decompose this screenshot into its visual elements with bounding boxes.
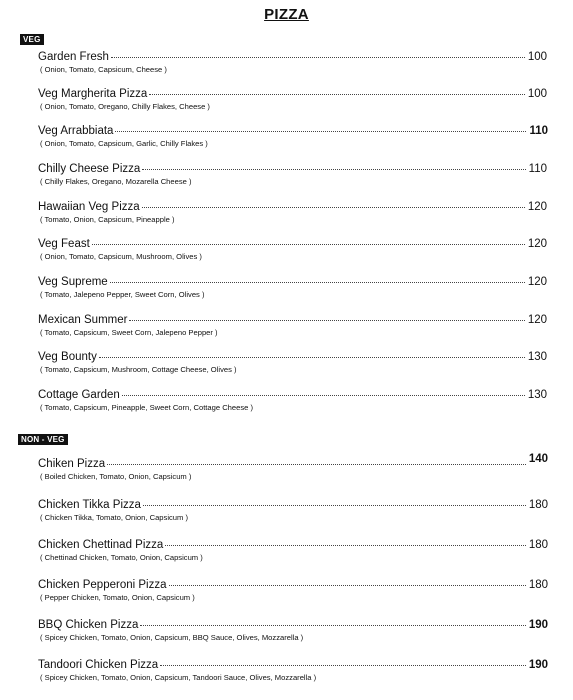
item-name: Veg Feast — [38, 238, 90, 250]
item-name: BBQ Chicken Pizza — [38, 619, 139, 631]
dot-leader — [107, 464, 526, 465]
dot-leader — [115, 131, 526, 132]
veg-section-label: VEG — [20, 34, 44, 45]
item-ingredients: ( Spicey Chicken, Tomato, Onion, Capsicum, BBQ Sauce, Olives, Mozzarella ) — [40, 633, 304, 642]
menu-item — [38, 618, 548, 643]
menu-item — [38, 237, 547, 262]
item-price: 190 — [528, 619, 548, 631]
dot-leader — [149, 94, 525, 95]
item-name: Veg Bounty — [38, 351, 97, 363]
dot-leader — [169, 585, 526, 586]
menu-item — [38, 578, 548, 603]
item-price: 120 — [527, 314, 547, 326]
item-price: 110 — [528, 163, 547, 175]
item-ingredients: ( Chettinad Chicken, Tomato, Onion, Capsicum ) — [40, 553, 203, 562]
item-name: Veg Margherita Pizza — [38, 88, 148, 100]
item-price: 190 — [528, 659, 548, 671]
item-name: Chilly Cheese Pizza — [38, 163, 141, 175]
item-ingredients: ( Onion, Tomato, Oregano, Chilly Flakes, Cheese ) — [40, 102, 210, 111]
menu-item — [38, 498, 548, 523]
item-name: Mexican Summer — [38, 314, 128, 326]
item-price: 110 — [529, 125, 548, 137]
dot-leader — [160, 665, 526, 666]
item-price: 120 — [527, 276, 547, 288]
item-ingredients: ( Chilly Flakes, Oregano, Mozarella Cheese ) — [40, 177, 192, 186]
item-price: 100 — [527, 51, 547, 63]
dot-leader — [142, 169, 525, 170]
dot-leader — [92, 244, 525, 245]
dot-leader — [129, 320, 524, 321]
item-price: 130 — [527, 351, 547, 363]
menu-item — [38, 313, 547, 338]
item-name: Chiken Pizza — [38, 458, 106, 470]
menu-item — [38, 350, 547, 375]
menu-item — [38, 275, 547, 300]
nonveg-section-label: NON - VEG — [18, 434, 68, 445]
item-price: 120 — [527, 238, 547, 250]
item-name: Veg Arrabbiata — [38, 125, 114, 137]
item-ingredients: ( Tomato, Capsicum, Pineapple, Sweet Corn, Cottage Cheese ) — [40, 403, 254, 412]
item-price: 180 — [528, 579, 548, 591]
item-name: Hawaiian Veg Pizza — [38, 201, 140, 213]
item-price: 130 — [527, 389, 547, 401]
item-price: 140 — [528, 453, 548, 465]
dot-leader — [122, 395, 525, 396]
dot-leader — [165, 545, 526, 546]
item-name: Garden Fresh — [38, 51, 109, 63]
item-price: 100 — [527, 88, 547, 100]
dot-leader — [142, 207, 525, 208]
menu-item — [38, 453, 548, 482]
menu-item — [38, 162, 547, 187]
item-ingredients: ( Tomato, Onion, Capsicum, Pineapple ) — [40, 215, 175, 224]
dot-leader — [111, 57, 525, 58]
item-ingredients: ( Tomato, Capsicum, Sweet Corn, Jalepeno Pepper ) — [40, 328, 218, 337]
menu-title: PIZZA — [264, 6, 309, 23]
item-ingredients: ( Pepper Chicken, Tomato, Onion, Capsicum ) — [40, 593, 195, 602]
menu-item — [38, 124, 548, 149]
item-name: Chicken Chettinad Pizza — [38, 539, 164, 551]
menu-item — [38, 388, 547, 413]
item-ingredients: ( Onion, Tomato, Capsicum, Cheese ) — [40, 65, 167, 74]
item-ingredients: ( Tomato, Capsicum, Mushroom, Cottage Cheese, Olives ) — [40, 365, 237, 374]
dot-leader — [110, 282, 525, 283]
item-price: 180 — [528, 539, 548, 551]
item-name: Chicken Tikka Pizza — [38, 499, 141, 511]
item-price: 120 — [527, 201, 547, 213]
item-name: Chicken Pepperoni Pizza — [38, 579, 167, 591]
dot-leader — [140, 625, 525, 626]
dot-leader — [99, 357, 525, 358]
menu-item — [38, 200, 547, 225]
item-ingredients: ( Tomato, Jalepeno Pepper, Sweet Corn, Olives ) — [40, 290, 205, 299]
item-ingredients: ( Chicken Tikka, Tomato, Onion, Capsicum ) — [40, 513, 188, 522]
dot-leader — [143, 505, 526, 506]
item-name: Veg Supreme — [38, 276, 108, 288]
item-name: Cottage Garden — [38, 389, 120, 401]
item-name: Tandoori Chicken Pizza — [38, 659, 159, 671]
item-ingredients: ( Spicey Chicken, Tomato, Onion, Capsicum, Tandoori Sauce, Olives, Mozzarella ) — [40, 673, 317, 682]
menu-item — [38, 87, 547, 112]
menu-item — [38, 658, 548, 683]
item-ingredients: ( Boiled Chicken, Tomato, Onion, Capsicum ) — [40, 472, 192, 481]
menu-item — [38, 538, 548, 563]
item-ingredients: ( Onion, Tomato, Capsicum, Garlic, Chilly Flakes ) — [40, 139, 208, 148]
item-ingredients: ( Onion, Tomato, Capsicum, Mushroom, Olives ) — [40, 252, 202, 261]
menu-item — [38, 50, 547, 75]
item-price: 180 — [528, 499, 548, 511]
